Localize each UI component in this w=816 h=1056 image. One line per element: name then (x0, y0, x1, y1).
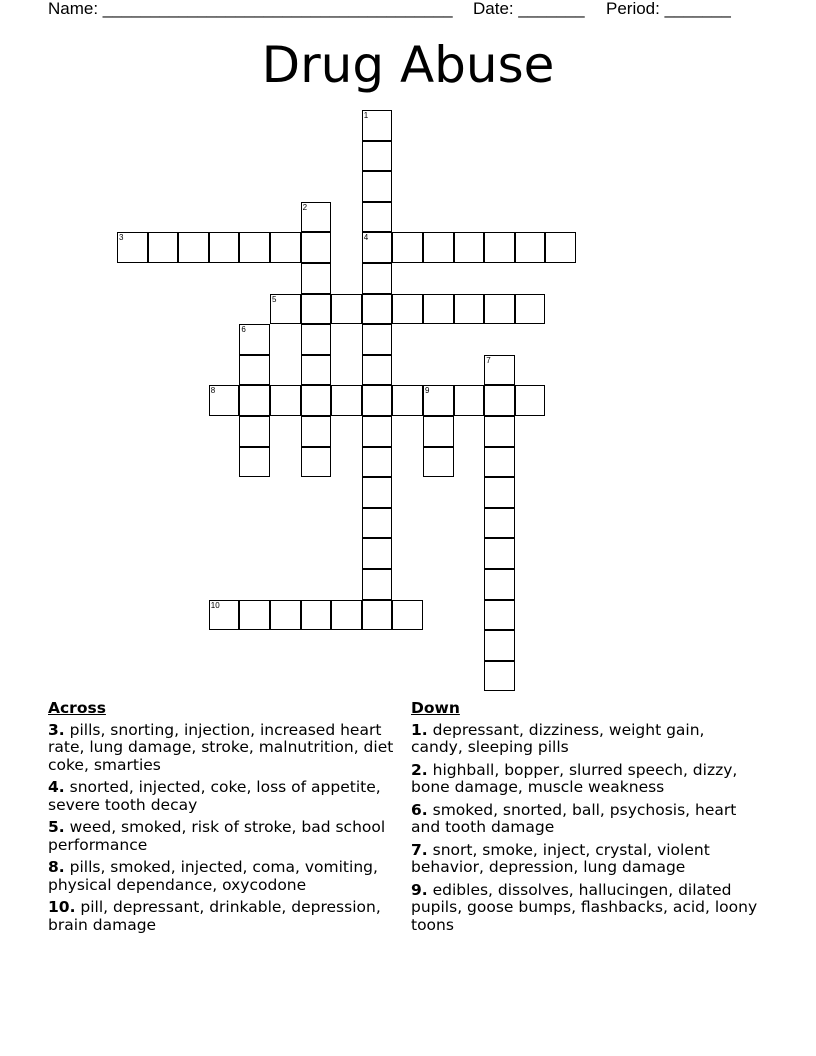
crossword-cell[interactable] (484, 447, 515, 478)
crossword-cell[interactable] (515, 385, 546, 416)
clue-text: highball, bopper, slurred speech, dizzy, bone damage, muscle weakness (411, 760, 738, 796)
crossword-cell[interactable] (484, 232, 515, 263)
clue-number: 7 (486, 355, 491, 365)
clue-text: smoked, snorted, ball, psychosis, heart and tooth damage (411, 800, 737, 836)
crossword-cell[interactable] (117, 232, 148, 263)
crossword-cell[interactable] (301, 355, 332, 386)
crossword-cell[interactable] (423, 294, 454, 325)
clue-number: 1 (363, 111, 369, 120)
crossword-cell[interactable] (209, 385, 240, 416)
crossword-cell[interactable] (301, 385, 332, 416)
crossword-cell[interactable] (423, 447, 454, 478)
clue-number: 4. (48, 778, 65, 796)
crossword-cell[interactable] (301, 232, 332, 263)
crossword-cell[interactable] (423, 416, 454, 447)
clue-number: 9. (411, 880, 428, 899)
crossword-cell[interactable] (331, 294, 362, 325)
clue-number: 2. (411, 760, 428, 779)
crossword-cell[interactable] (392, 385, 423, 416)
crossword-cell[interactable] (362, 477, 393, 508)
crossword-cell[interactable] (484, 569, 515, 600)
clue-item (411, 842, 761, 877)
crossword-cell[interactable] (362, 294, 393, 325)
crossword-cell[interactable] (362, 202, 393, 233)
clue-text: pills, snorting, injection, increased heart rate, lung damage, stroke, malnutrition, diet coke, smarties (48, 720, 394, 774)
clue-item (48, 819, 398, 854)
crossword-cell[interactable] (239, 447, 270, 478)
clue-number: 8 (210, 386, 216, 396)
clue-number: 7. (411, 840, 428, 859)
clue-text: edibles, dissolves, hallucingen, dilated pupils, goose bumps, flashbacks, acid, loony toons (411, 880, 758, 934)
crossword-cell[interactable] (484, 294, 515, 325)
clue-number: 8. (48, 858, 65, 876)
clue-text: pills, smoked, injected, coma, vomiting, physical dependance, oxycodone (48, 858, 378, 894)
clue-number: 6. (411, 800, 428, 819)
crossword-cell[interactable] (239, 232, 270, 263)
crossword-cell[interactable] (392, 294, 423, 325)
clue-number: 4 (363, 233, 369, 243)
crossword-cell[interactable] (270, 232, 301, 263)
crossword-cell[interactable] (362, 508, 393, 539)
period-field-label: Period: _______ (606, 0, 731, 18)
crossword-cell[interactable] (484, 385, 515, 416)
crossword-cell[interactable] (301, 447, 332, 478)
name-field-label: Name: _____________________________________ (48, 0, 453, 18)
clue-text: snort, smoke, inject, crystal, violent behavior, depression, lung damage (411, 840, 710, 876)
crossword-cell[interactable] (209, 600, 240, 631)
clue-item (411, 762, 761, 797)
clue-number: 5. (48, 818, 65, 836)
down-heading: Down (411, 699, 460, 717)
crossword-cell[interactable] (301, 202, 332, 233)
crossword-cell[interactable] (484, 477, 515, 508)
crossword-cell[interactable] (392, 232, 423, 263)
crossword-cell[interactable] (423, 385, 454, 416)
clue-item (48, 899, 398, 934)
crossword-cell[interactable] (454, 385, 485, 416)
crossword-cell[interactable] (484, 661, 515, 692)
crossword-cell[interactable] (270, 294, 301, 325)
crossword-cell[interactable] (454, 294, 485, 325)
crossword-cell[interactable] (301, 294, 332, 325)
clue-item (48, 722, 398, 775)
crossword-cell[interactable] (484, 355, 515, 386)
clue-text: weed, smoked, risk of stroke, bad school performance (48, 818, 386, 854)
crossword-cell[interactable] (484, 600, 515, 631)
crossword-cell[interactable] (301, 263, 332, 294)
crossword-cell[interactable] (362, 355, 393, 386)
crossword-cell[interactable] (362, 141, 393, 172)
clue-number: 3 (119, 233, 124, 243)
crossword-cell[interactable] (484, 416, 515, 447)
crossword-cell[interactable] (454, 232, 485, 263)
crossword-cell[interactable] (362, 324, 393, 355)
crossword-cell[interactable] (362, 385, 393, 416)
crossword-cell[interactable] (148, 232, 179, 263)
puzzle-title: Drug Abuse (261, 36, 555, 94)
crossword-cell[interactable] (362, 232, 393, 263)
crossword-cell[interactable] (239, 416, 270, 447)
clue-item (48, 779, 398, 814)
across-clues (48, 700, 398, 939)
crossword-cell[interactable] (392, 600, 423, 631)
crossword-cell[interactable] (362, 447, 393, 478)
crossword-cell[interactable] (331, 385, 362, 416)
crossword-cell[interactable] (362, 600, 393, 631)
crossword-cell[interactable] (515, 232, 546, 263)
crossword-cell[interactable] (239, 600, 270, 631)
clue-number: 6 (241, 325, 246, 335)
clue-number: 2 (302, 202, 308, 212)
crossword-cell[interactable] (301, 416, 332, 447)
clue-number: 1. (411, 720, 428, 739)
crossword-cell[interactable] (362, 171, 393, 202)
clue-number: 9 (425, 386, 430, 396)
crossword-cell[interactable] (239, 355, 270, 386)
crossword-cell[interactable] (209, 232, 240, 263)
clue-item (48, 859, 398, 894)
crossword-cell[interactable] (270, 385, 301, 416)
crossword-cell[interactable] (362, 110, 393, 141)
clue-text: depressant, dizziness, weight gain, candy, sleeping pills (411, 720, 705, 756)
crossword-cell[interactable] (178, 232, 209, 263)
crossword-cell[interactable] (362, 538, 393, 569)
down-clues (411, 700, 761, 939)
crossword-cell[interactable] (331, 600, 362, 631)
date-field-label: Date: _______ (473, 0, 585, 18)
crossword-cell[interactable] (423, 232, 454, 263)
crossword-cell[interactable] (301, 324, 332, 355)
clue-item (411, 882, 761, 935)
crossword-cell[interactable] (239, 385, 270, 416)
crossword-cell[interactable] (362, 416, 393, 447)
crossword-cell[interactable] (270, 600, 301, 631)
clue-text: pill, depressant, drinkable, depression, brain damage (48, 898, 381, 934)
crossword-cell[interactable] (362, 263, 393, 294)
clue-number: 5 (272, 294, 277, 304)
crossword-cell[interactable] (301, 600, 332, 631)
clue-number: 10 (210, 600, 220, 610)
clue-number: 3. (48, 720, 65, 739)
across-heading: Across (48, 699, 106, 717)
crossword-cell[interactable] (545, 232, 576, 263)
clue-number: 10. (48, 898, 76, 916)
crossword-cell[interactable] (515, 294, 546, 325)
clue-item (411, 802, 761, 837)
crossword-cell[interactable] (239, 324, 270, 355)
crossword-cell[interactable] (484, 538, 515, 569)
clue-text: snorted, injected, coke, loss of appetite, severe tooth decay (48, 778, 381, 814)
crossword-cell[interactable] (362, 569, 393, 600)
clue-item (411, 722, 761, 757)
crossword-cell[interactable] (484, 630, 515, 661)
crossword-cell[interactable] (484, 508, 515, 539)
